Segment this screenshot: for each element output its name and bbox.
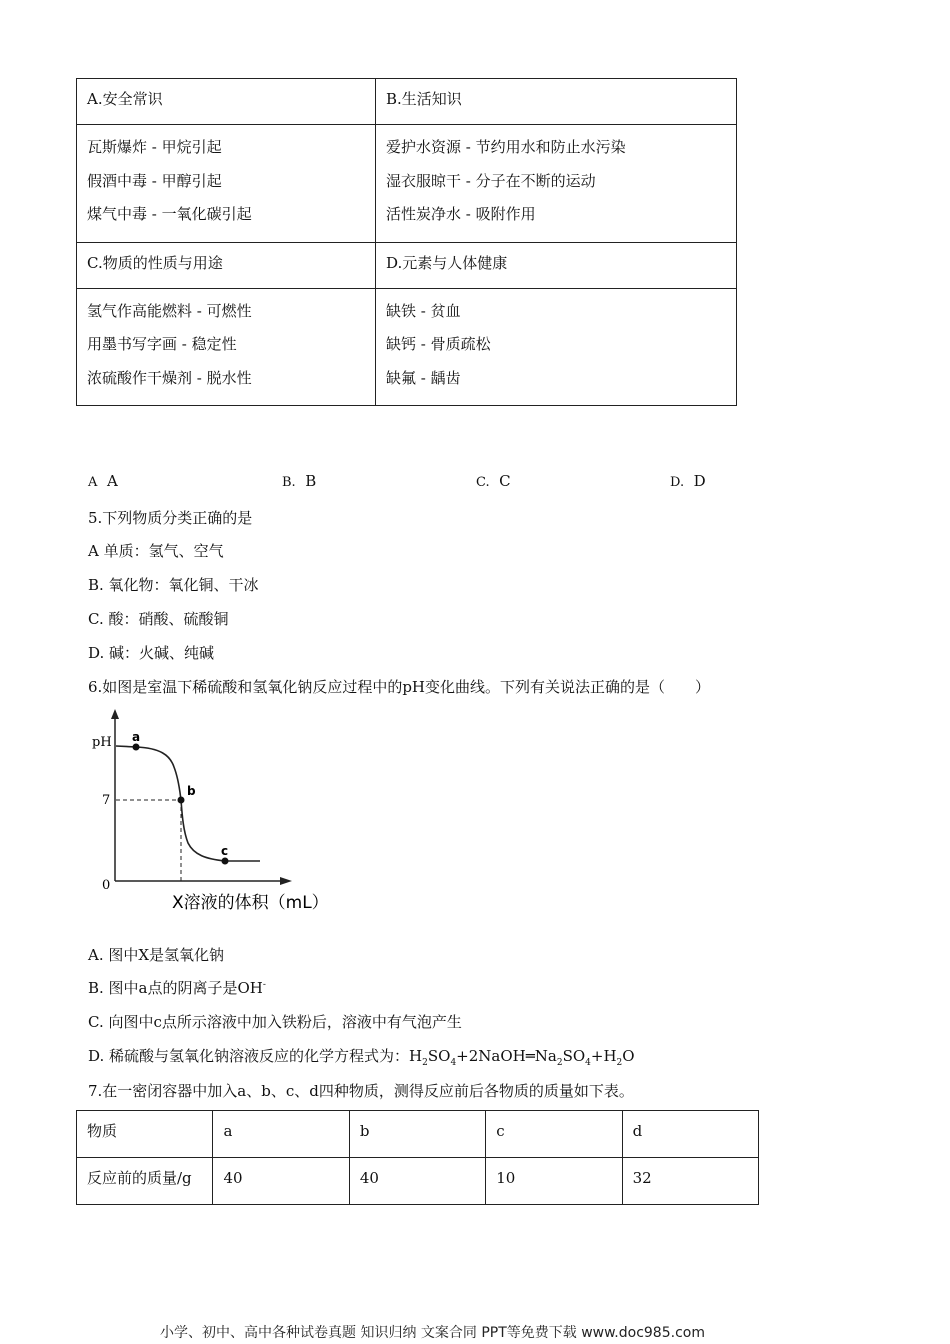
list-item: 煤气中毒 - 一氧化碳引起 <box>87 205 252 223</box>
q6-option-c: C. 向图中c点所示溶液中加入铁粉后，溶液中有气泡产生 <box>88 1013 462 1031</box>
eq-sub: 4 <box>450 1058 457 1068</box>
option-text: C <box>499 472 511 490</box>
cell-c-items <box>77 288 376 406</box>
q4-option-d <box>670 472 706 490</box>
list-item: 假酒中毒 - 甲醇引起 <box>87 171 222 190</box>
q5-option-c: C. 酸：硝酸、硫酸铜 <box>88 610 229 628</box>
list-item: 爱护水资源 - 节约用水和防止水污染 <box>386 138 626 156</box>
cell-a-items <box>77 125 376 243</box>
eq-part: +2NaOH═Na <box>456 1047 557 1065</box>
q5-option-b: B. 氧化物：氧化铜、干冰 <box>88 576 259 594</box>
q6-stem: 6.如图是室温下稀硫酸和氢氧化钠反应过程中的pH变化曲线。下列有关说法正确的是（ ） <box>88 678 710 696</box>
eq-sub: 2 <box>556 1058 563 1068</box>
table-cell: 32 <box>622 1158 758 1205</box>
y-tick-7: 7 <box>102 793 111 808</box>
point-c <box>222 858 229 865</box>
q4-option-a <box>88 472 118 490</box>
q6-option-d <box>88 1045 635 1068</box>
table-cell: 物质 <box>77 1111 213 1158</box>
eq-sub: 2 <box>422 1058 428 1068</box>
option-key: D. <box>670 475 685 490</box>
q6-option-a: A. 图中X是氢氧化钠 <box>88 946 225 964</box>
list-item: 用墨书写字画 - 稳定性 <box>87 335 237 353</box>
option-key: B. <box>282 475 296 490</box>
cell-b-head: B.生活知识 <box>376 79 737 125</box>
point-a <box>133 744 140 751</box>
q4-option-b <box>282 472 316 490</box>
eq-part: SO <box>562 1047 586 1065</box>
eq-part: H <box>409 1047 423 1065</box>
list-item: 瓦斯爆炸 - 甲烷引起 <box>87 138 222 156</box>
cell-c-head: C.物质的性质与用途 <box>77 242 376 288</box>
superscript: - <box>262 980 266 990</box>
eq-sub: 4 <box>585 1058 591 1068</box>
point-b <box>178 797 185 804</box>
point-c-label: c <box>221 844 229 858</box>
q5-stem: 5.下列物质分类正确的是 <box>88 509 253 527</box>
table-cell: b <box>349 1111 485 1158</box>
table-cell: 40 <box>349 1158 485 1205</box>
q6-option-d-text: D. 稀硫酸与氢氧化钠溶液反应的化学方程式为： <box>88 1047 410 1065</box>
table-cell: a <box>213 1111 349 1158</box>
list-item: 缺钙 - 骨质疏松 <box>386 335 491 353</box>
eq-part: O <box>622 1047 635 1065</box>
q7-stem: 7.在一密闭容器中加入a、b、c、d四种物质，测得反应前后各物质的质量如下表。 <box>88 1082 634 1100</box>
list-item: 缺铁 - 贫血 <box>386 301 461 320</box>
table-row <box>77 1158 759 1205</box>
x-axis-label: X溶液的体积（mL） <box>172 893 329 913</box>
table-cell: 反应前的质量/g <box>77 1158 213 1205</box>
eq-part: SO <box>427 1047 451 1065</box>
q4-option-c <box>476 472 511 490</box>
list-item: 湿衣服晾干 - 分子在不断的运动 <box>386 171 596 190</box>
footer-text: 小学、初中、高中各种试卷真题 知识归纳 文案合同 PPT等免费下载 www.doc985.com <box>160 1325 705 1341</box>
q5-option-a: A 单质：氢气、空气 <box>88 542 224 560</box>
table-cell: c <box>486 1111 622 1158</box>
chemical-equation <box>409 1047 635 1068</box>
cell-a-head: A.安全常识 <box>77 79 376 125</box>
list-item: 氢气作高能燃料 - 可燃性 <box>87 301 252 320</box>
y-axis-label: pH <box>92 735 112 750</box>
option-key: C. <box>476 475 490 490</box>
origin-label: 0 <box>102 878 111 893</box>
cell-d-items <box>376 288 737 406</box>
ph-curve <box>116 746 260 861</box>
option-key: A <box>88 475 98 490</box>
ph-curve-chart <box>80 705 370 920</box>
list-item: 浓硫酸作干燥剂 - 脱水性 <box>87 368 252 387</box>
q6-option-b <box>88 977 266 998</box>
table-cell: 40 <box>213 1158 349 1205</box>
table-cell: 10 <box>486 1158 622 1205</box>
point-b-label: b <box>187 784 196 798</box>
option-text: A <box>106 472 118 490</box>
cell-d-head: D.元素与人体健康 <box>376 242 737 288</box>
mass-table <box>76 1110 759 1205</box>
list-item: 活性炭净水 - 吸附作用 <box>386 205 536 223</box>
option-text: B <box>305 472 317 490</box>
eq-sub: 2 <box>616 1058 623 1068</box>
knowledge-table <box>76 78 737 406</box>
table-cell: d <box>622 1111 758 1158</box>
table-row <box>77 1111 759 1158</box>
cell-b-items <box>376 125 737 243</box>
option-text: D <box>693 472 706 490</box>
x-axis-arrow <box>280 877 292 885</box>
q6-option-b-text: B. 图中a点的阴离子是OH <box>88 979 263 997</box>
q5-option-d: D. 碱：火碱、纯碱 <box>88 644 215 662</box>
y-axis-arrow <box>111 709 119 719</box>
list-item: 缺氟 - 龋齿 <box>386 368 461 387</box>
eq-part: +H <box>590 1047 617 1065</box>
point-a-label: a <box>132 730 141 744</box>
